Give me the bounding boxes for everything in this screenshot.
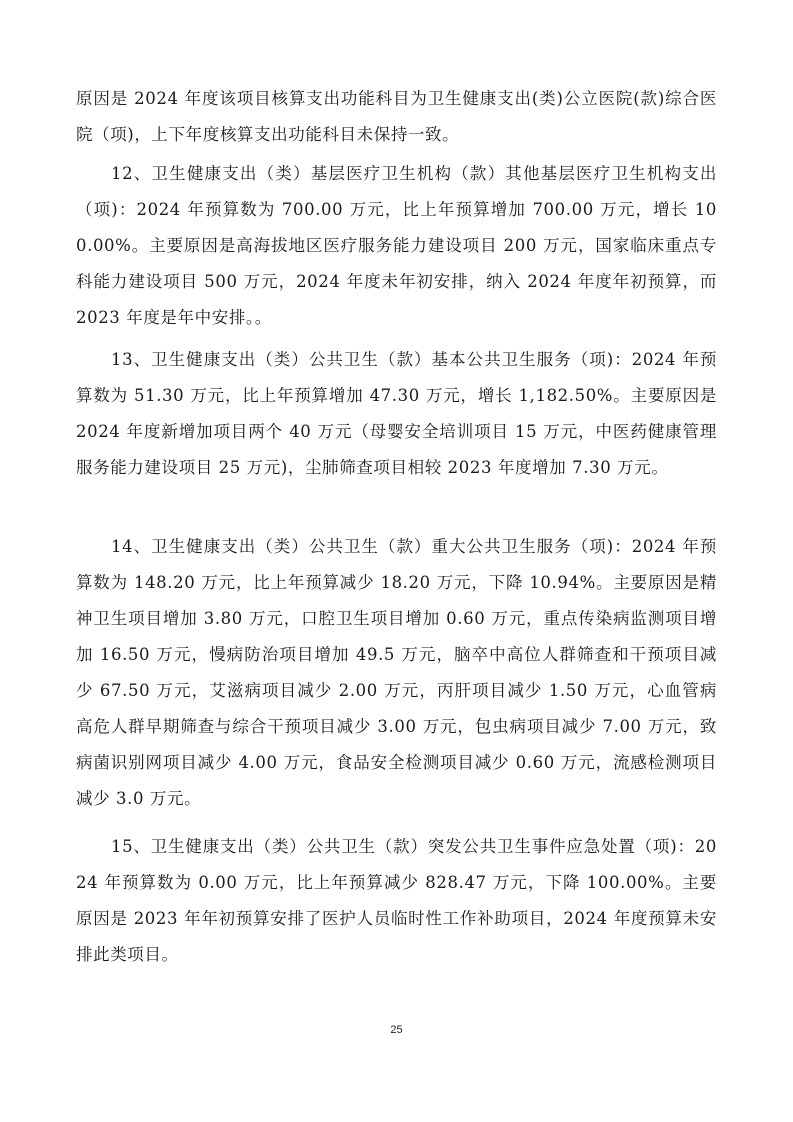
paragraph-item-13: 13、卫生健康支出（类）公共卫生（款）基本公共卫生服务（项)：2024 年预算数为 51.30 万元，比上年预算增加 47.30 万元，增长 1,182.50%。主要原因是 2024 年度新增加项目两个 40 万元（母婴安全培训项目 15 万元，中医药健康管理服务能力建设项目 25 万元)，尘肺筛查项目相较 2023 年度增加 7.30 万元。 xyxy=(76,350,717,477)
paragraph-continuation: 原因是 2024 年度该项目核算支出功能科目为卫生健康支出(类)公立医院(款)综合医院（项)，上下年度核算支出功能科目未保持一致。 xyxy=(76,89,717,144)
paragraph-item-14: 14、卫生健康支出（类）公共卫生（款）重大公共卫生服务（项)：2024 年预算数为 148.20 万元，比上年预算减少 18.20 万元，下降 10.94%。主要原因是精神卫生项目增加 3.80 万元，口腔卫生项目增加 0.60 万元，重点传染病监测项目增加 16.50 万元，慢病防治项目增加 49.5 万元，脑卒中高位人群筛查和干预项目减少 67.50 万元，艾滋病项目减少 2.00 万元，丙肝项目减少 1.50 万元，心血管病高危人群早期筛查与综合干预项目减少 3.00 万元，包虫病项目减少 7.00 万元，致病菌识别网项目减少 4.00 万元，食品安全检测项目减少 0.60 万元，流感检测项目减少 3.0 万元。 xyxy=(76,537,717,808)
page-number: 25 xyxy=(390,1024,403,1036)
paragraph-item-12: 12、卫生健康支出（类）基层医疗卫生机构（款）其他基层医疗卫生机构支出（项)：2024 年预算数为 700.00 万元，比上年预算增加 700.00 万元，增长 100.00%。主要原因是高海拔地区医疗服务能力建设项目 200 万元，国家临床重点专科能力建设项目 500 万元，2024 年度未年初安排，纳入 2024 年度年初预算，而 2023 年度是年中安排。。 xyxy=(76,164,717,327)
paragraph-item-15: 15、卫生健康支出（类）公共卫生（款）突发公共卫生事件应急处置（项)：2024 年预算数为 0.00 万元，比上年预算减少 828.47 万元，下降 100.00%。主要原因是 2023 年年初预算安排了医护人员临时性工作补助项目，2024 年度预算未安排此类项目。 xyxy=(76,837,717,964)
